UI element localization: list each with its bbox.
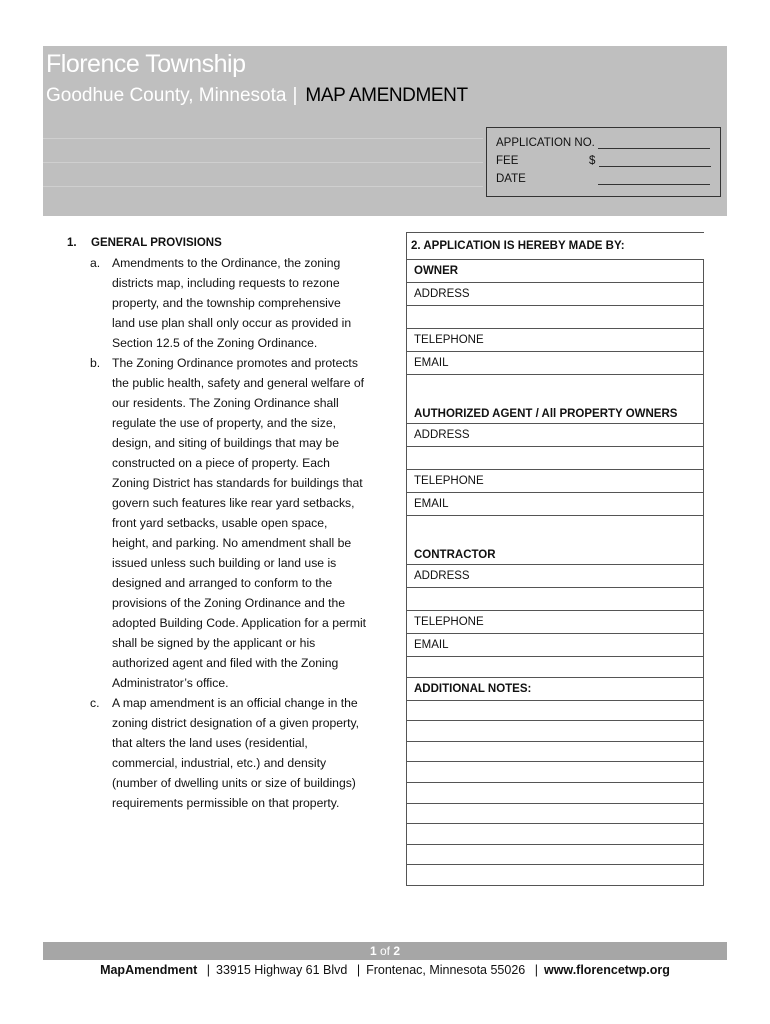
agent-title: AUTHORIZED AGENT / All PROPERTY OWNERS	[406, 375, 704, 424]
document-type: MAP AMENDMENT	[305, 85, 468, 106]
provision-text: A map amendment is an official change in the zoning district designation of a given property, that alters the land uses (residential, commercial, industrial, etc.) and density (number of dwelling units or size of buildings) requirements permissible on that property.	[112, 696, 360, 810]
owner-address-field[interactable]: ADDRESS	[406, 283, 704, 306]
notes-line[interactable]	[406, 721, 704, 742]
fee-label: FEE	[496, 155, 519, 167]
section-title: GENERAL PROVISIONS	[91, 237, 222, 249]
notes-line[interactable]	[406, 701, 704, 722]
footer-address: 33915 Highway 61 Blvd	[216, 963, 348, 977]
provision-letter: b.	[90, 356, 101, 370]
section-number: 1.	[67, 237, 77, 249]
footer-doc-name: MapAmendment	[100, 963, 198, 977]
page-of: of	[379, 944, 390, 958]
notes-line[interactable]	[406, 865, 704, 886]
subtitle	[46, 85, 468, 107]
county-name: Goodhue County, Minnesota	[46, 85, 287, 106]
owner-telephone-field[interactable]: TELEPHONE	[406, 329, 704, 352]
notes-line[interactable]	[406, 845, 704, 866]
fee-symbol: $	[589, 155, 596, 167]
provision-letter: a.	[90, 256, 101, 270]
provision-text: The Zoning Ordinance promotes and protects the public health, safety and general welfare of our residents. The Zoning Ordinance shall regulate the use of property, and the size, design, and siting of buildings that may be constructed on a piece of property. Each Zoning District has standards for buildings that govern such features like rear yard setbacks, front yard setbacks, usable open space, height, and parking. No amendment shall be issued unless such building or land use is designed and arranged to conform to the provisions of the Zoning Ordinance and the adopted Building Code. Application for a permit shall be signed by the applicant or his authorized agent and filed with the Zoning Administrator’s office.	[112, 356, 367, 690]
notes-line[interactable]	[406, 824, 704, 845]
header-rule	[43, 186, 483, 187]
provision-letter: c.	[90, 696, 100, 710]
page-current: 1	[369, 944, 377, 958]
agent-address-field[interactable]: ADDRESS	[406, 424, 704, 447]
agent-address-line2[interactable]	[406, 447, 704, 470]
notes-line[interactable]	[406, 804, 704, 825]
application-no-label: APPLICATION NO.	[496, 137, 595, 149]
header-rule	[43, 138, 483, 139]
footer-website-link[interactable]: www.florencetwp.org	[543, 963, 670, 977]
agent-email-field[interactable]: EMAIL	[406, 493, 704, 516]
provision-text: Amendments to the Ordinance, the zoning districts map, including requests to rezone property, and the township comprehensive land use plan shall only occur as provided in Section 12.5 of the Zoning Ordinance.	[112, 256, 352, 350]
general-provisions-heading	[67, 233, 367, 253]
date-field[interactable]	[598, 174, 710, 185]
owner-title: OWNER	[406, 260, 704, 283]
date-label: DATE	[496, 173, 526, 185]
application-heading: 2. APPLICATION IS HEREBY MADE BY:	[406, 232, 704, 260]
subtitle-separator: |	[292, 85, 298, 106]
application-form	[406, 232, 704, 886]
footer-contact: MapAmendment | 33915 Highway 61 Blvd | Frontenac, Minnesota 55026 | www.florencetwp.org	[100, 963, 670, 977]
notes-line[interactable]	[406, 742, 704, 763]
contractor-title: CONTRACTOR	[406, 516, 704, 565]
general-provisions	[67, 233, 367, 813]
notes-line[interactable]	[406, 762, 704, 783]
contractor-address-line2[interactable]	[406, 588, 704, 611]
provision-item	[90, 253, 367, 353]
fee-field[interactable]	[599, 156, 711, 167]
provision-item	[90, 353, 367, 693]
additional-notes-title: ADDITIONAL NOTES:	[406, 678, 704, 701]
township-title: Florence Township	[46, 50, 246, 78]
contractor-telephone-field[interactable]: TELEPHONE	[406, 611, 704, 634]
provision-item	[90, 693, 367, 813]
footer-city: Frontenac, Minnesota 55026	[366, 963, 526, 977]
contractor-email-field[interactable]: EMAIL	[406, 634, 704, 657]
owner-email-field[interactable]: EMAIL	[406, 352, 704, 375]
contractor-spacer-row	[406, 657, 704, 678]
application-info-box	[486, 127, 721, 197]
owner-address-line2[interactable]	[406, 306, 704, 329]
page-indicator	[43, 942, 727, 960]
page-total: 2	[393, 944, 401, 958]
application-no-field[interactable]	[598, 138, 710, 149]
notes-line[interactable]	[406, 783, 704, 804]
contractor-address-field[interactable]: ADDRESS	[406, 565, 704, 588]
header-rule	[43, 162, 483, 163]
agent-telephone-field[interactable]: TELEPHONE	[406, 470, 704, 493]
header-band	[43, 46, 727, 216]
